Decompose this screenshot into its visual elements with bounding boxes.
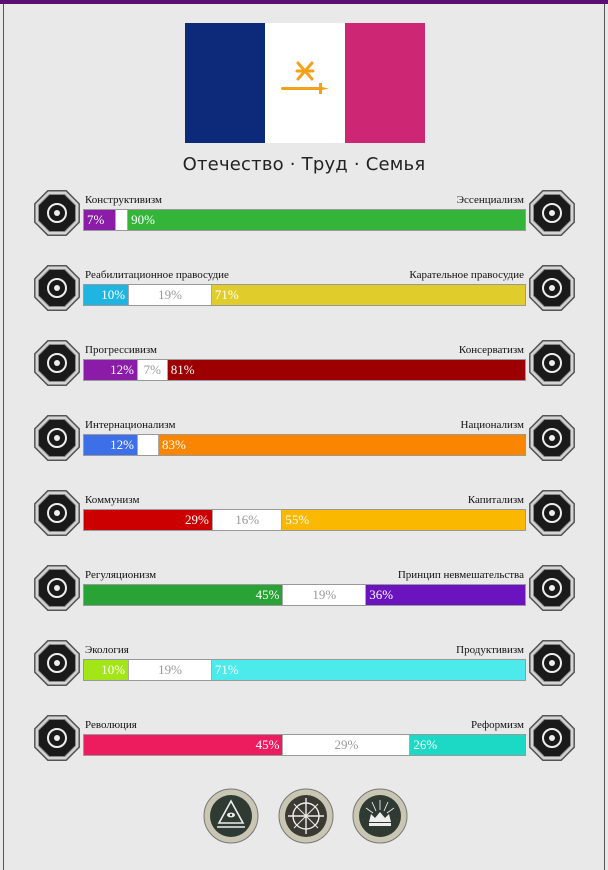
axis-left-label: Революция: [85, 719, 137, 731]
flag-icon: [527, 413, 577, 463]
torch-icon: [32, 338, 82, 388]
axis-left-segment: 45%: [84, 735, 282, 755]
axis-right-label: Продуктивизм: [456, 644, 524, 656]
axis-left-label: Коммунизм: [85, 494, 140, 506]
axis-left-label: Реабилитационное правосудие: [85, 269, 229, 281]
flag-stripe-pink: [345, 23, 425, 143]
axis-row: [0, 344, 608, 404]
axis-row: [0, 269, 608, 329]
axis-bar: [83, 284, 526, 306]
hammer-sickle-icon: [32, 488, 82, 538]
axis-left-label: Интернационализм: [85, 419, 176, 431]
crown-badge-icon[interactable]: [352, 788, 408, 844]
axis-left-label: Экология: [85, 644, 129, 656]
axis-left-segment: 29%: [84, 510, 212, 530]
axis-row: [0, 719, 608, 779]
axis-bar: [83, 584, 526, 606]
axis-bar: [83, 209, 526, 231]
axis-right-segment: 81%: [168, 360, 525, 380]
axis-row: [0, 419, 608, 479]
axis-bar: [83, 434, 526, 456]
axis-left-label: Прогрессивизм: [85, 344, 157, 356]
axis-left-segment: 12%: [84, 360, 137, 380]
flag-stripe-blue: [185, 23, 265, 143]
axis-center-segment: [137, 435, 159, 455]
axis-right-label: Эссенциализм: [456, 194, 524, 206]
axis-center-segment: [115, 210, 128, 230]
axis-right-segment: 55%: [282, 510, 525, 530]
butterfly-icon: [527, 563, 577, 613]
motto: Отечество · Труд · Семья: [182, 154, 426, 175]
axis-left-segment: 10%: [84, 660, 128, 680]
axis-right-segment: 26%: [410, 735, 525, 755]
axis-right-segment: 83%: [159, 435, 525, 455]
flag: [185, 23, 425, 143]
axis-center-segment: 16%: [212, 510, 283, 530]
axis-left-segment: 10%: [84, 285, 128, 305]
axis-right-label: Принцип невмешательства: [397, 569, 524, 581]
globe-icon: [32, 413, 82, 463]
axis-right-segment: 71%: [212, 660, 525, 680]
eye-pyramid-badge-icon[interactable]: [203, 788, 259, 844]
axis-right-label: Реформизм: [471, 719, 524, 731]
fist-icon: [32, 713, 82, 763]
axis-right-label: Капитализм: [467, 494, 524, 506]
axis-right-segment: 71%: [212, 285, 525, 305]
axis-left-label: Конструктивизм: [85, 194, 162, 206]
bottom-badges: [0, 788, 608, 848]
cross-and-sword-emblem-icon: [277, 59, 333, 99]
compass-badge-icon[interactable]: [278, 788, 334, 844]
top-accent-bar: [0, 0, 608, 4]
axis-right-label: Национализм: [460, 419, 524, 431]
axis-right-segment: 90%: [128, 210, 525, 230]
axis-row: [0, 644, 608, 704]
axis-bar: [83, 734, 526, 756]
factory-icon: [527, 638, 577, 688]
axis-left-segment: 7%: [84, 210, 115, 230]
axis-center-segment: 19%: [128, 660, 212, 680]
axis-left-segment: 12%: [84, 435, 137, 455]
axis-row: [0, 494, 608, 554]
eye-icon: [32, 188, 82, 238]
axis-left-label: Регуляционизм: [85, 569, 157, 581]
axis-center-segment: 29%: [282, 735, 410, 755]
axis-left-segment: 45%: [84, 585, 282, 605]
quill-icon: [527, 338, 577, 388]
leaf-icon: [32, 638, 82, 688]
axis-bar: [83, 509, 526, 531]
parliament-icon: [527, 713, 577, 763]
axis-center-segment: 7%: [137, 360, 168, 380]
prison-bars-icon: [527, 263, 577, 313]
snowflake-icon: [527, 188, 577, 238]
axis-right-label: Консерватизм: [458, 344, 524, 356]
chain-icon: [32, 563, 82, 613]
axis-center-segment: 19%: [282, 585, 366, 605]
axis-right-label: Карательное правосудие: [409, 269, 524, 281]
axis-bar: [83, 359, 526, 381]
handshake-icon: [32, 263, 82, 313]
axis-row: [0, 569, 608, 629]
money-bag-icon: [527, 488, 577, 538]
axis-row: [0, 194, 608, 254]
axis-center-segment: 19%: [128, 285, 212, 305]
axis-right-segment: 36%: [366, 585, 525, 605]
axis-bar: [83, 659, 526, 681]
